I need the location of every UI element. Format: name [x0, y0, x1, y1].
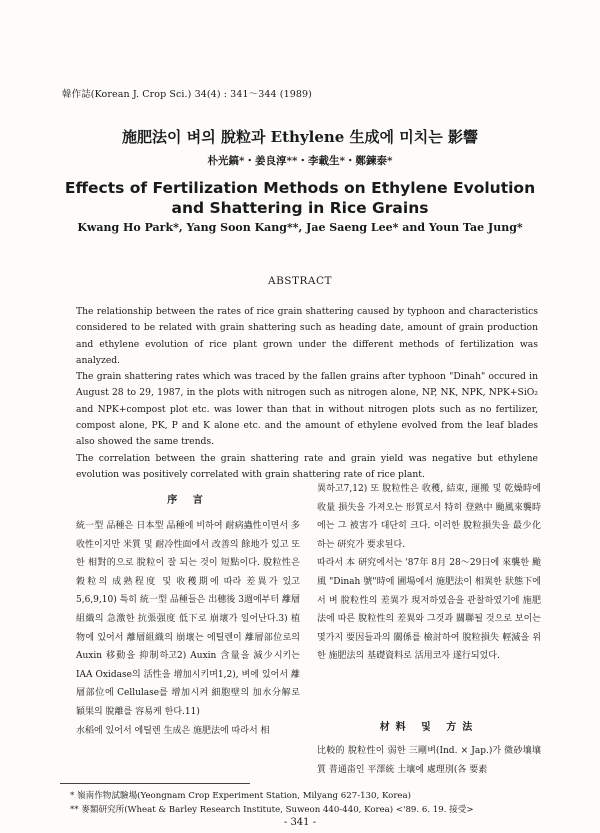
methods-heading-wrap	[317, 719, 541, 742]
footnote-1: * 嶺南作物試驗場(Yeongnam Crop Experiment Station, Milyang 627-130, Korea)	[70, 791, 411, 801]
methods-heading: 材料 및 方法	[379, 722, 479, 733]
abstract-body	[76, 304, 538, 483]
abstract-paragraph-1: The relationship between the rates of rice grain shattering caused by typhoon and characteristics considered to be related with grain shattering such as heading date, amount of grain production and ethylene evolution of rice plant grown under the different methods of fertilization was analyzed.	[76, 306, 538, 366]
intro-right-paragraph-2: 따라서 本 研究에서는 '87年 8月 28～29日에 來襲한 颱風 "Dinah 號"時에 圃場에서 施肥法이 相異한 狀態下에서 벼 脫粒性의 差異가 現저하였음을 관찰하였기에 施肥法에 따른 脫粒性의 差異와 그것과 關聯될 것으로 보이는 몇가지 要因들과의 關係를 檢討하여 脫粒損失 輕減을 위한 施肥法의 基礎資料로 活用코자 遂行되었다.	[317, 558, 541, 662]
page-number: - 341 -	[283, 817, 317, 828]
intro-paragraph-2: 水稻에 있어서 에틸렌 生成은 施肥法에 따라서 相	[76, 725, 270, 736]
english-authors: Kwang Ho Park*, Yang Soon Kang**, Jae Saeng Lee* and Youn Tae Jung*	[77, 221, 523, 234]
methods-paragraph-1: 比較的 脫粒性이 弱한 三剛벼(Ind. × Jap.)가 微砂壤壤質 普通畓인 平澤統 土壤에 處理別(各 要素	[317, 746, 541, 775]
intro-right-paragraph-1: 異하고7,12) 또 脫粒性은 收穫, 結束, 運搬 및 乾燥時에 收量 損失을 가져오는 形質로서 特히 登熟中 颱風來襲時에는 그 被害가 대단히 크다. 이러한 脫粒損失을 最少化하는 研究가 要求된다.	[317, 484, 541, 550]
intro-heading-wrap	[76, 492, 300, 515]
korean-authors: 朴光鎬*・姜良淳**・李載生*・鄭鍊泰*	[207, 155, 393, 167]
intro-heading: 序 言	[167, 495, 209, 506]
intro-paragraph-1: 統一型 品種은 日本型 品種에 비하여 耐病蟲性이면서 多收性이지만 米質 및 耐冷性面에서 改善의 餘地가 있고 또한 相對的으로 脫粒이 잘 되는 것이 短點이다. 脫粒性은 穀粒의 成熟程度 및 收穫期에 따라 差異가 있고5,6,9,10) 특히 統一型 品種들은 出穗後 3週에부터 離層組織의 急激한 抗張强度 低下로 崩壞가 일어난다.3) 植物에 있어서 離層組織의 崩壞는 에틸렌이 離層部位로의 Auxin 移動을 抑制하고2) Auxin 含量을 減少시키는 IAA Oxidase의 活性을 增加시키며1,2), 벼에 있어서 離層部位에 Cellulase를 增加시켜 細胞壁의 加水分解로 穎果의 脫離를 容易케 한다.11)	[76, 521, 300, 717]
korean-title: 施肥法이 벼의 脫粒과 Ethylene 生成에 미치는 影響	[122, 128, 478, 146]
footnote-divider	[60, 783, 250, 784]
right-column	[317, 480, 541, 666]
methods-body	[317, 742, 541, 779]
left-column	[76, 517, 300, 740]
english-title	[40, 178, 560, 218]
english-title-line-2: and Shattering in Rice Grains	[171, 199, 429, 217]
abstract-heading: ABSTRACT	[267, 275, 333, 287]
footnote-2: ** 麥類研究所(Wheat & Barley Research Institute, Suweon 440-440, Korea) <'89. 6. 19. 接受>	[70, 805, 474, 815]
english-title-line-1: Effects of Fertilization Methods on Ethylene Evolution	[64, 179, 536, 197]
abstract-paragraph-2: The grain shattering rates which was traced by the fallen grains after typhoon "Dinah" occured in August 28 to 29, 1987, in the plots with nitrogen such as nitrogen alone, NP, NK, NPK, NPK+SiO₂ and NPK+compost plot etc. was lower than that in without nitrogen plots such as no fertilizer, compost alone, PK, P and K alone etc. and the amount of ethylene evolved from the leaf blades also showed the same trends.	[76, 371, 538, 448]
abstract-paragraph-3: The correlation between the grain shattering rate and grain yield was negative but ethylene evolution was positively correlated with grain shattering rate of rice plant.	[76, 452, 538, 480]
journal-reference: 韓作誌(Korean J. Crop Sci.) 34(4) : 341～344 (1989)	[62, 89, 312, 100]
